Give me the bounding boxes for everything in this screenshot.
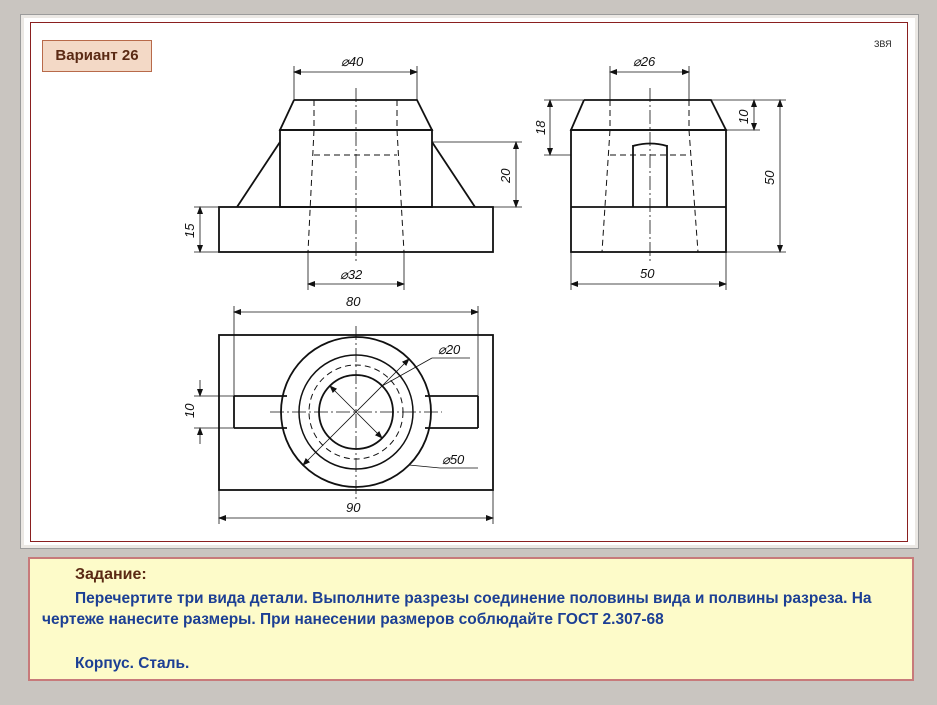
variant-label: Вариант 26 [42,40,152,72]
task-material: Корпус. Сталь. [75,655,190,672]
front-bottom-dia-text: ⌀32 [340,267,363,282]
front-rib-left [237,142,280,207]
plan-hole-dia-text: ⌀20 [438,342,461,357]
corner-mark: ЗВЯ [874,39,892,49]
plan-inner-width-text: 80 [346,294,361,309]
side-top-cap [571,100,726,130]
side-top-height-text: 18 [533,120,548,135]
front-boss-height-text: 20 [498,168,513,183]
plan-outer-width-text: 90 [346,500,361,515]
side-width-text: 50 [640,266,655,281]
front-rib-right [432,142,475,207]
plan-slot-text: 10 [182,403,197,418]
task-body: Перечертите три вида детали. Выполните разрезы соединение половины вида и полвины разреза. На чертеже нанесите размеры. При нанесении размеров соблюдайте ГОСТ 2.307-68 [42,590,872,628]
side-view [571,100,726,252]
task-panel [28,557,914,681]
plan-axes [270,326,442,500]
side-top-dia-text: ⌀26 [633,54,656,69]
plan-boss-dia-text: ⌀50 [442,452,465,467]
side-body [571,130,726,252]
front-base-height-text: 15 [182,223,197,238]
front-top-dia-text: ⌀40 [341,54,364,69]
task-title: Задание: [75,566,147,583]
side-step-height-text: 10 [736,109,751,124]
side-total-height-text: 50 [762,170,777,185]
